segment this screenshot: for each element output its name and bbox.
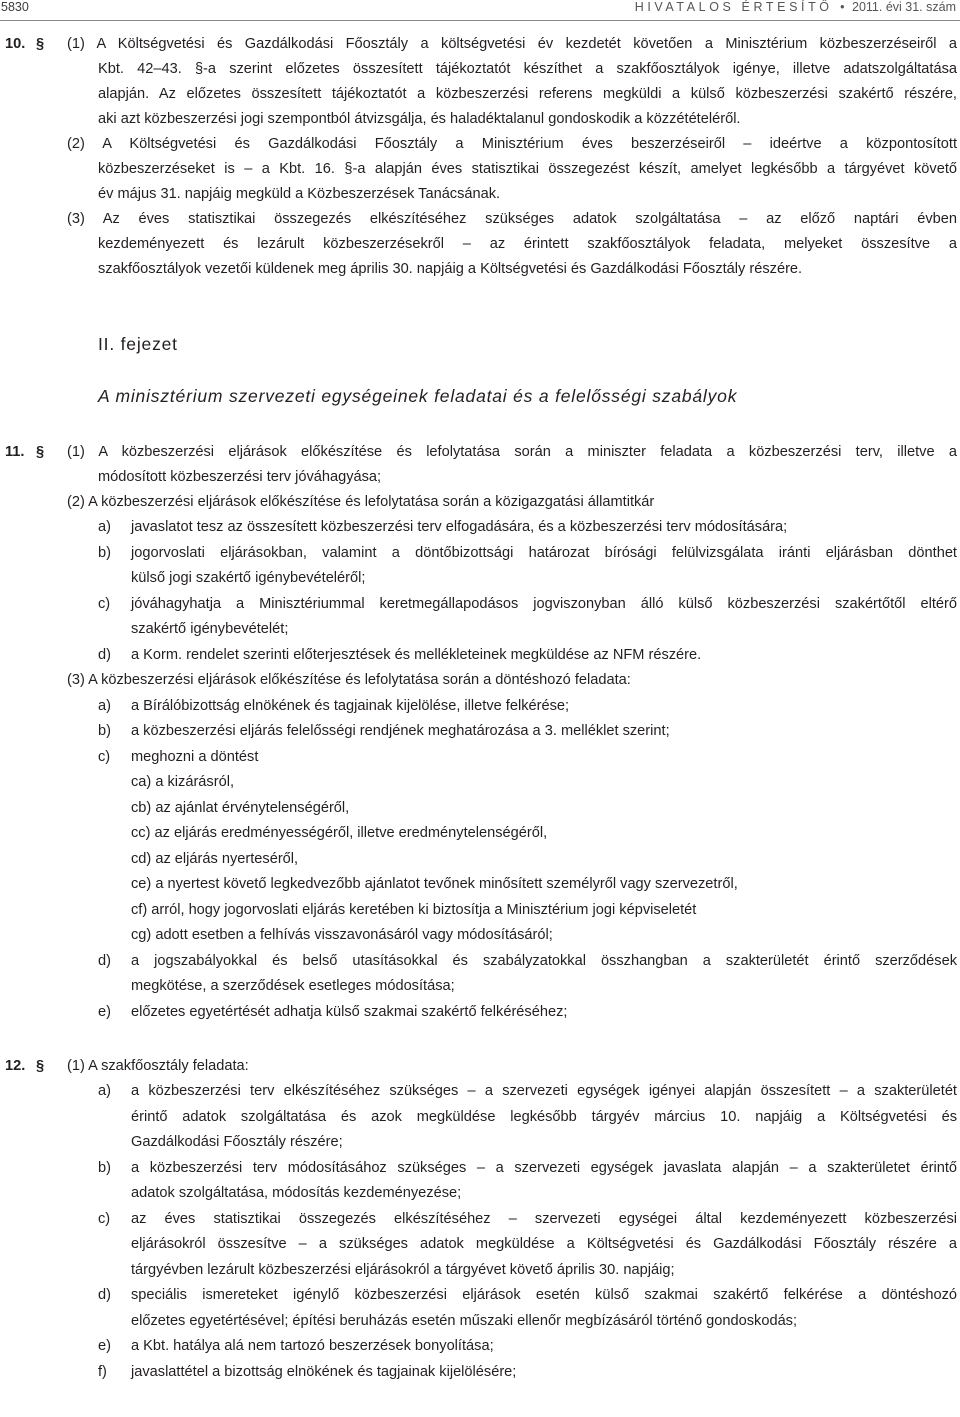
section-number: 12.: [5, 1058, 26, 1074]
text-line: eljárásokról összesítve ‒ a szükséges adatok megküldése a Költségvetési és Gazdálkodási Főosztály részére a: [131, 1236, 957, 1252]
text-line: a Kbt. hatálya alá nem tartozó beszerzések bonyolítása;: [131, 1338, 494, 1354]
text-line: szakértő igénybevételét;: [131, 621, 289, 637]
text-line: jogorvoslati eljárásokban, valamint a döntőbizottsági határozat bírósági felülvizsgálata iránti eljárásban dönthet: [131, 545, 957, 561]
text-line: cb) az ajánlat érvénytelenségéről,: [131, 800, 350, 816]
text-line: (1) A Költségvetési és Gazdálkodási Főosztály a költségvetési év kezdetét követően a Minisztérium közbeszerzéseiről a: [67, 36, 957, 52]
text-line: d): [98, 953, 111, 969]
text-line: (2) A közbeszerzési eljárások előkészítése és lefolytatása során a közigazgatási államtitkár: [67, 494, 655, 510]
chapter-title: A minisztérium szervezeti egységeinek feladatai és a felelősségi szabályok: [98, 386, 738, 406]
text-line: cg) adott esetben a felhívás visszavonásáról vagy módosításáról;: [131, 927, 553, 943]
text-line: cd) az eljárás nyerteséről,: [131, 851, 299, 867]
text-line: külső jogi szakértő igénybevételéről;: [131, 570, 366, 586]
text-line: a közbeszerzési terv módosításához szükséges ‒ a szervezeti egységek javaslata alapján ‒ a szakterületet érintő: [131, 1160, 957, 1176]
text-line: c): [98, 596, 111, 612]
issue-date: 2011. évi 31. szám: [852, 0, 956, 14]
text-line: d): [98, 1287, 111, 1303]
page-header: [0, 0, 960, 14]
text-line: speciális ismereteket igénylő közbeszerzési eljárások esetén külső szakmai szakértő felkérése a döntéshozó: [131, 1287, 957, 1303]
text-line: cf) arról, hogy jogorvoslati eljárás keretében ki biztosítja a Minisztérium jogi képviseletét: [131, 902, 697, 918]
text-line: c): [98, 1211, 111, 1227]
text-line: (1) A közbeszerzési eljárások előkészítése és lefolytatása során a miniszter feladata a közbeszerzési terv, illetve a: [67, 444, 957, 460]
text-line: a): [98, 519, 111, 535]
text-line: a közbeszerzési eljárás felelősségi rendjének meghatározása a 3. melléklet szerint;: [131, 723, 670, 739]
text-line: előzetes egyetértését adhatja külső szakmai szakértő felkéréséhez;: [131, 1004, 568, 1020]
section-sign: §: [36, 36, 45, 52]
section-number: 10.: [5, 36, 26, 52]
text-line: tárgyévben lezárult közbeszerzési eljárásokról a tárgyévet követő április 30. napjáig;: [131, 1262, 675, 1278]
text-line: cc) az eljárás eredményességéről, illetve eredménytelenségéről,: [131, 825, 548, 841]
text-line: a Bírálóbizottság elnökének és tagjainak kijelölése, illetve felkérése;: [131, 698, 570, 714]
page-number: 5830: [1, 0, 29, 14]
text-line: a): [98, 698, 111, 714]
text-line: a közbeszerzési terv elkészítéséhez szükséges ‒ a szervezeti egységek igényei alapján összesített ‒ a szakterületét: [131, 1083, 957, 1099]
text-line: év május 31. napjáig megküld a Közbeszerzések Tanácsának.: [98, 186, 501, 202]
text-line: javaslatot tesz az összesített közbeszerzési terv elfogadására, és a közbeszerzési terv módosítására;: [131, 519, 788, 535]
text-line: megkötése, a szerződések esetleges módosítása;: [131, 978, 455, 994]
text-line: a jogszabályokkal és belső utasításokkal és szabályzatokkal összhangban a szakterületét érintő szerződések: [131, 953, 957, 969]
text-line: ce) a nyertest követő legkedvezőbb ajánlatot tevőnek minősített személyről vagy szervezetről,: [131, 876, 738, 892]
text-line: előzetes egyetértésével; építési beruházás esetén műszaki ellenőr megbízásáról történő gondoskodás;: [131, 1313, 798, 1329]
text-line: (3) A közbeszerzési eljárások előkészítése és lefolytatása során a döntéshozó feladata:: [67, 672, 631, 688]
text-line: c): [98, 749, 111, 765]
text-line: a): [98, 1083, 111, 1099]
section-sign: §: [36, 444, 45, 460]
text-line: jóváhagyhatja a Minisztériummal keretmegállapodásos jogviszonyban álló külső közbeszerzési szakértőtől eltérő: [131, 596, 957, 612]
text-line: az éves statisztikai összegezés elkészítéséhez ‒ szervezeti egységei által kezdeményezett közbeszerzési: [131, 1211, 957, 1227]
text-line: (2) A Költségvetési és Gazdálkodási Főosztály a Minisztérium éves beszerzéseiről ‒ ideértve a központosított: [67, 136, 957, 152]
publication-title: HIVATALOS ÉRTESÍTŐ: [634, 0, 833, 14]
text-line: e): [98, 1338, 111, 1354]
text-line: b): [98, 545, 111, 561]
text-line: módosított közbeszerzési terv jóváhagyása;: [98, 469, 382, 485]
text-line: d): [98, 647, 111, 663]
chapter-number: II. fejezet: [98, 334, 178, 354]
header-separator: •: [840, 0, 845, 14]
text-line: b): [98, 1160, 111, 1176]
text-line: a Korm. rendelet szerinti előterjesztések és mellékleteinek megküldése az NFM részére.: [131, 647, 702, 663]
text-line: alapján. Az előzetes összesített tájékoztatót a közbeszerzési referens megküldi a külső közbeszerzési szakértő részére,: [98, 86, 957, 102]
text-line: e): [98, 1004, 111, 1020]
text-line: b): [98, 723, 111, 739]
text-line: szakfőosztályok vezetői küldenek meg április 30. napjáig a Költségvetési és Gazdálkodási Főosztály részére.: [98, 261, 803, 277]
text-line: (3) Az éves statisztikai összegezés elkészítéséhez szükséges adatok szolgáltatása ‒ az előző naptári évben: [67, 211, 957, 227]
text-line: érintő adatok szolgáltatása és azok megküldése legkésőbb tárgyév március 10. napjáig a Költségvetési és: [131, 1109, 957, 1125]
text-line: f): [98, 1364, 107, 1380]
text-line: Gazdálkodási Főosztály részére;: [131, 1134, 343, 1150]
header-publication-info: [635, 0, 956, 14]
text-line: meghozni a döntést: [131, 749, 259, 765]
text-line: ca) a kizárásról,: [131, 774, 234, 790]
text-line: aki azt közbeszerzési jogi szempontból átvizsgálja, és haladéktalanul gondoskodik a közzétételéről.: [98, 111, 741, 127]
text-line: (1) A szakfőosztály feladata:: [67, 1058, 249, 1074]
text-line: közbeszerzéseket is ‒ a Kbt. 16. §-a alapján éves statisztikai összegezést készít, amelyet legkésőbb a tárgyévet követő: [98, 161, 957, 177]
text-line: kezdeményezett és lezárult közbeszerzésekről ‒ az érintett szakfőosztályok feladata, melyeket összesítve a: [98, 236, 957, 252]
section-number: 11.: [5, 444, 25, 460]
text-line: adatok szolgáltatása, módosítás kezdeményezése;: [131, 1185, 462, 1201]
section-sign: §: [36, 1058, 45, 1074]
text-line: Kbt. 42‒43. §-a szerint előzetes összesített tájékoztatót készíthet a szakfőosztályok igénye, illetve adatszolgáltatása: [98, 61, 957, 77]
header-rule: [0, 20, 960, 21]
text-line: javaslattétel a bizottság elnökének és tagjainak kijelölésére;: [131, 1364, 517, 1380]
